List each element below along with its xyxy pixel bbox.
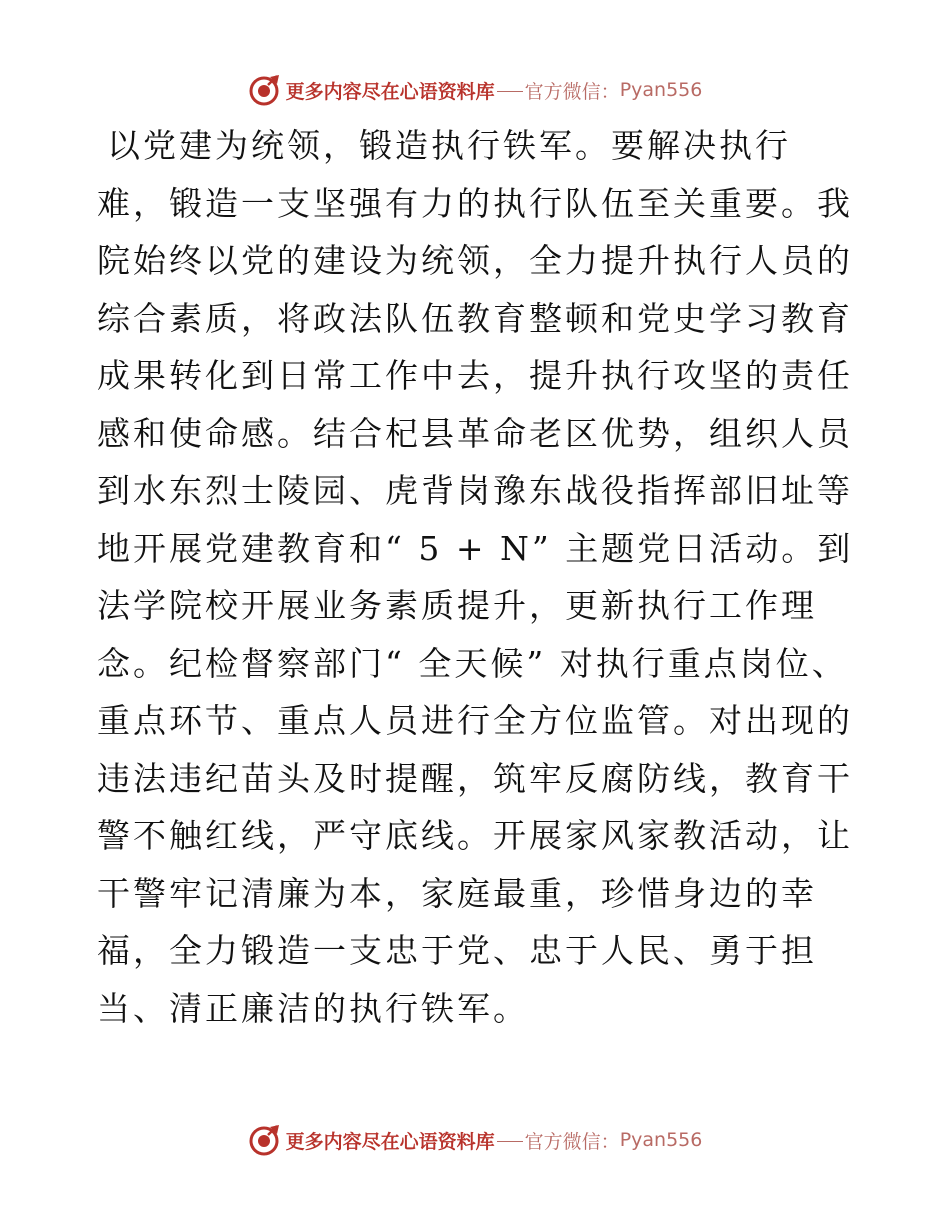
promo-text: 更多内容尽在心语资料库 (285, 80, 495, 103)
wechat-id: Pyan556 (619, 1129, 703, 1151)
seal-logo-icon (248, 73, 282, 107)
footer-banner (0, 1120, 950, 1160)
promo-text: 更多内容尽在心语资料库 (285, 1130, 495, 1153)
wechat-label: 官方微信： (524, 1130, 620, 1153)
seal-logo-icon (248, 1123, 282, 1157)
divider (497, 91, 523, 92)
document-body (97, 117, 857, 1037)
body-paragraph: 以党建为统领，锻造执行铁军。要解决执行难，锻造一支坚强有力的执行队伍至关重要。我院始终以党的建设为统领，全力提升执行人员的综合素质，将政法队伍教育整顿和党史学习教育成果转化到日常工作中去，提升执行攻坚的责任感和使命感。结合杞县革命老区优势，组织人员到水东烈士陵园、虎背岗豫东战役指挥部旧址等地开展党建教育和“ 5 + N” 主题党日活动。到法学院校开展业务素质提升，更新执行工作理念。纪检督察部门“ 全天候” 对执行重点岗位、重点环节、重点人员进行全方位监管。对出现的违法违纪苗头及时提醒，筑牢反腐防线，教育干警不触红线，严守底线。开展家风家教活动，让干警牢记清廉为本，家庭最重，珍惜身边的幸福，全力锻造一支忠于党、忠于人民、勇于担当、清正廉洁的执行铁军。 (97, 126, 854, 1028)
divider (497, 1141, 523, 1142)
header-banner (0, 70, 950, 110)
wechat-id: Pyan556 (619, 79, 703, 101)
wechat-label: 官方微信： (524, 80, 620, 103)
